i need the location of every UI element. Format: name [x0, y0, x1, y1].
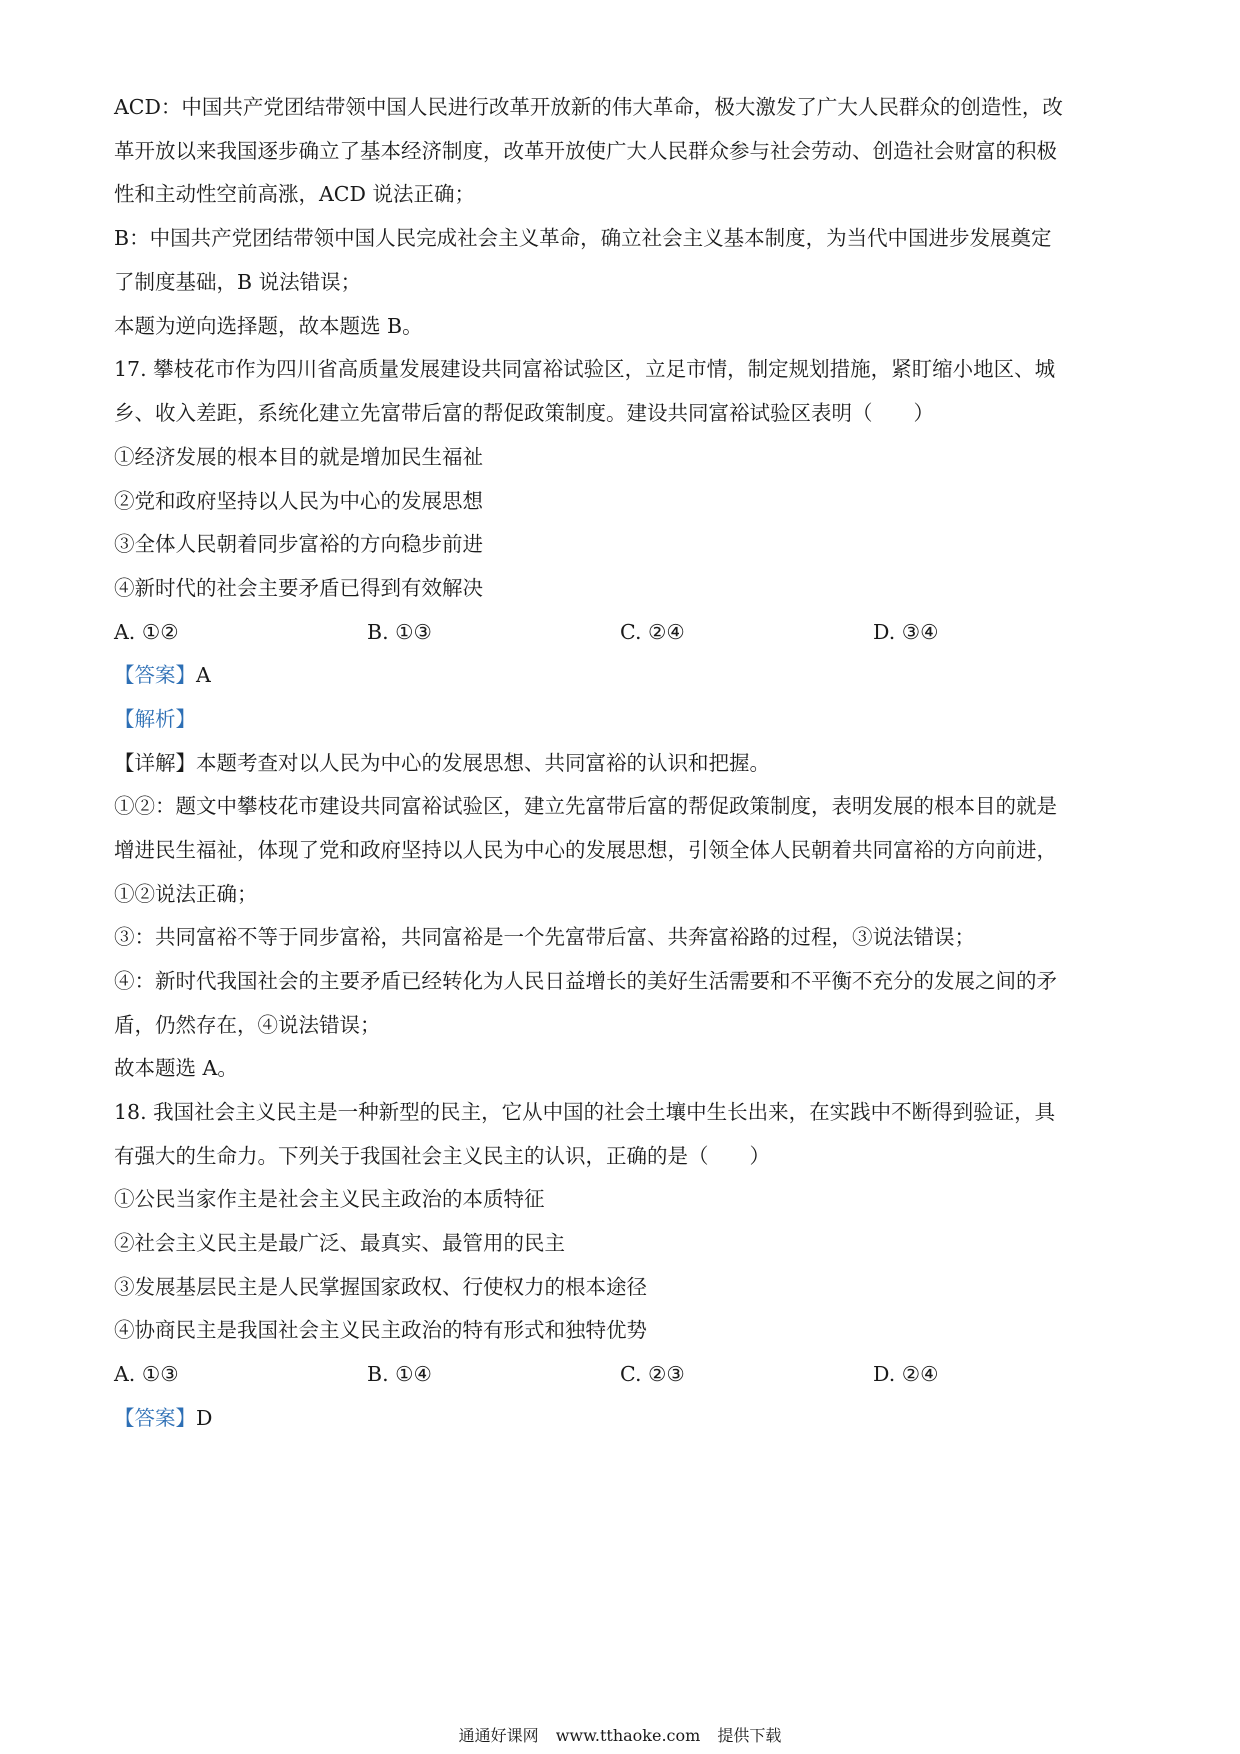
answer-line — [114, 1404, 212, 1432]
detail-text: 本题考查对以人民为中心的发展思想、共同富裕的认识和把握。 — [196, 751, 770, 775]
question-17-stem: 乡、收入差距，系统化建立先富带后富的帮促政策制度。建设共同富裕试验区表明（ ） — [114, 401, 934, 425]
detail-tag: 【详解】 — [114, 751, 196, 775]
text-line: 性和主动性空前高涨，ACD 说法正确； — [114, 182, 475, 206]
question-17-statement: ①经济发展的根本目的就是增加民生福祉 — [114, 445, 483, 469]
question-18-statement: ③发展基层民主是人民掌握国家政权、行使权力的根本途径 — [114, 1275, 647, 1299]
option-a: A. ①③ — [114, 1362, 179, 1386]
analysis-line: ①②：题文中攀枝花市建设共同富裕试验区，建立先富带后富的帮促政策制度，表明发展的根本目的就是 — [114, 794, 1057, 818]
text-line: 革开放以来我国逐步确立了基本经济制度，改革开放使广大人民群众参与社会劳动、创造社会财富的积极 — [114, 139, 1057, 163]
option-c: C. ②③ — [620, 1362, 685, 1386]
footer-url[interactable]: www.tthaoke.com — [555, 1726, 701, 1745]
analysis-line: 故本题选 A。 — [114, 1056, 238, 1080]
text-line: ACD：中国共产党团结带领中国人民进行改革开放新的伟大革命，极大激发了广大人民群众的创造性，改 — [114, 95, 1063, 119]
analysis-line: 盾，仍然存在，④说法错误； — [114, 1013, 381, 1037]
question-18-stem: 有强大的生命力。下列关于我国社会主义民主的认识，正确的是（ ） — [114, 1144, 770, 1168]
answer-tag: 【答案】 — [114, 1406, 196, 1430]
question-18-stem: 18. 我国社会主义民主是一种新型的民主，它从中国的社会土壤中生长出来，在实践中不断得到验证，具 — [114, 1100, 1056, 1124]
question-17-options — [114, 618, 1124, 646]
page-footer — [0, 1725, 1240, 1747]
analysis-heading — [114, 705, 196, 733]
footer-note: 提供下载 — [717, 1726, 782, 1745]
question-18-statement: ①公民当家作主是社会主义民主政治的本质特征 — [114, 1187, 545, 1211]
answer-value: A — [196, 663, 211, 687]
analysis-line: 增进民生福祉，体现了党和政府坚持以人民为中心的发展思想，引领全体人民朝着共同富裕的方向前进， — [114, 838, 1057, 862]
option-b: B. ①④ — [367, 1362, 432, 1386]
analysis-tag: 【解析】 — [114, 707, 196, 731]
answer-value: D — [196, 1406, 213, 1430]
option-a: A. ①② — [114, 620, 179, 644]
option-d: D. ②④ — [873, 1362, 939, 1386]
question-18-statement: ④协商民主是我国社会主义民主政治的特有形式和独特优势 — [114, 1318, 647, 1342]
analysis-line: ④：新时代我国社会的主要矛盾已经转化为人民日益增长的美好生活需要和不平衡不充分的发展之间的矛 — [114, 969, 1057, 993]
option-d: D. ③④ — [873, 620, 939, 644]
question-17-statement: ④新时代的社会主要矛盾已得到有效解决 — [114, 576, 483, 600]
text-line: B：中国共产党团结带领中国人民完成社会主义革命，确立社会主义基本制度，为当代中国进步发展奠定 — [114, 226, 1052, 250]
question-17-stem: 17. 攀枝花市作为四川省高质量发展建设共同富裕试验区，立足市情，制定规划措施，紧盯缩小地区、城 — [114, 357, 1056, 381]
detail-line — [114, 749, 770, 777]
option-c: C. ②④ — [620, 620, 685, 644]
option-b: B. ①③ — [367, 620, 432, 644]
question-18-statement: ②社会主义民主是最广泛、最真实、最管用的民主 — [114, 1231, 565, 1255]
analysis-line: ①②说法正确； — [114, 882, 258, 906]
footer-site-name: 通通好课网 — [458, 1726, 539, 1745]
answer-line — [114, 661, 211, 689]
question-17-statement: ②党和政府坚持以人民为中心的发展思想 — [114, 489, 483, 513]
text-line: 本题为逆向选择题，故本题选 B。 — [114, 314, 423, 338]
question-17-statement: ③全体人民朝着同步富裕的方向稳步前进 — [114, 532, 483, 556]
text-line: 了制度基础，B 说法错误； — [114, 270, 362, 294]
answer-tag: 【答案】 — [114, 663, 196, 687]
analysis-line: ③：共同富裕不等于同步富裕，共同富裕是一个先富带后富、共奔富裕路的过程，③说法错误； — [114, 925, 975, 949]
question-18-options — [114, 1360, 1124, 1388]
